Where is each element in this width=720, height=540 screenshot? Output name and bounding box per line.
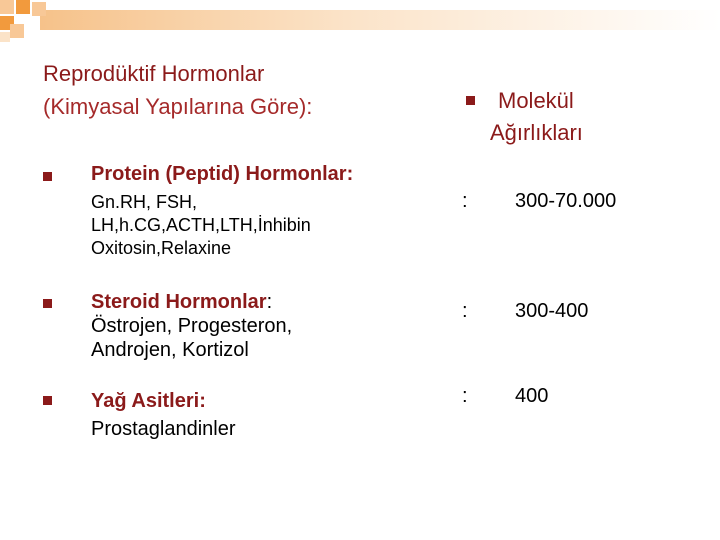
item-steroid-detail: Androjen, Kortizol	[91, 339, 249, 361]
item-steroid-value: 300-400	[515, 300, 589, 322]
corner-square-decoration	[0, 0, 14, 14]
corner-square-decoration	[16, 0, 30, 14]
bullet-square-icon	[43, 172, 52, 181]
item-fatty-acid-detail: Prostaglandinler	[91, 418, 236, 440]
item-fatty-acid-colon: :	[462, 385, 468, 407]
item-fatty-acid-label: Yağ Asitleri:	[91, 390, 206, 412]
item-steroid-colon: :	[462, 300, 468, 322]
item-fatty-acid-value: 400	[515, 385, 549, 407]
item-steroid-detail: Östrojen, Progesteron,	[91, 315, 293, 337]
item-steroid-label: Steroid Hormonlar	[91, 291, 267, 313]
corner-square-decoration	[32, 2, 46, 16]
slide-title: Reprodüktif Hormonlar	[43, 61, 265, 86]
item-protein-value: 300-70.000	[515, 190, 617, 212]
bullet-square-icon	[43, 299, 52, 308]
slide-subtitle: (Kimyasal Yapılarına Göre):	[43, 94, 313, 119]
item-steroid-heading	[91, 290, 272, 314]
item-protein-label: Protein (Peptid) Hormonlar:	[91, 163, 354, 185]
header-gradient-bar	[40, 10, 720, 30]
item-protein-detail: Gn.RH, FSH,	[91, 192, 198, 212]
mw-header-line1: Molekül	[498, 88, 574, 113]
item-protein-detail: LH,h.CG,ACTH,LTH,İnhibin	[91, 215, 311, 235]
mw-header-line2: Ağırlıkları	[490, 120, 583, 145]
item-protein-detail: Oxitosin,Relaxine	[91, 238, 232, 258]
corner-square-decoration	[0, 32, 10, 42]
corner-square-decoration	[10, 24, 24, 38]
bullet-square-icon	[466, 96, 475, 105]
bullet-square-icon	[43, 396, 52, 405]
item-steroid-label-suffix: :	[266, 291, 273, 313]
item-protein-colon: :	[462, 190, 468, 212]
